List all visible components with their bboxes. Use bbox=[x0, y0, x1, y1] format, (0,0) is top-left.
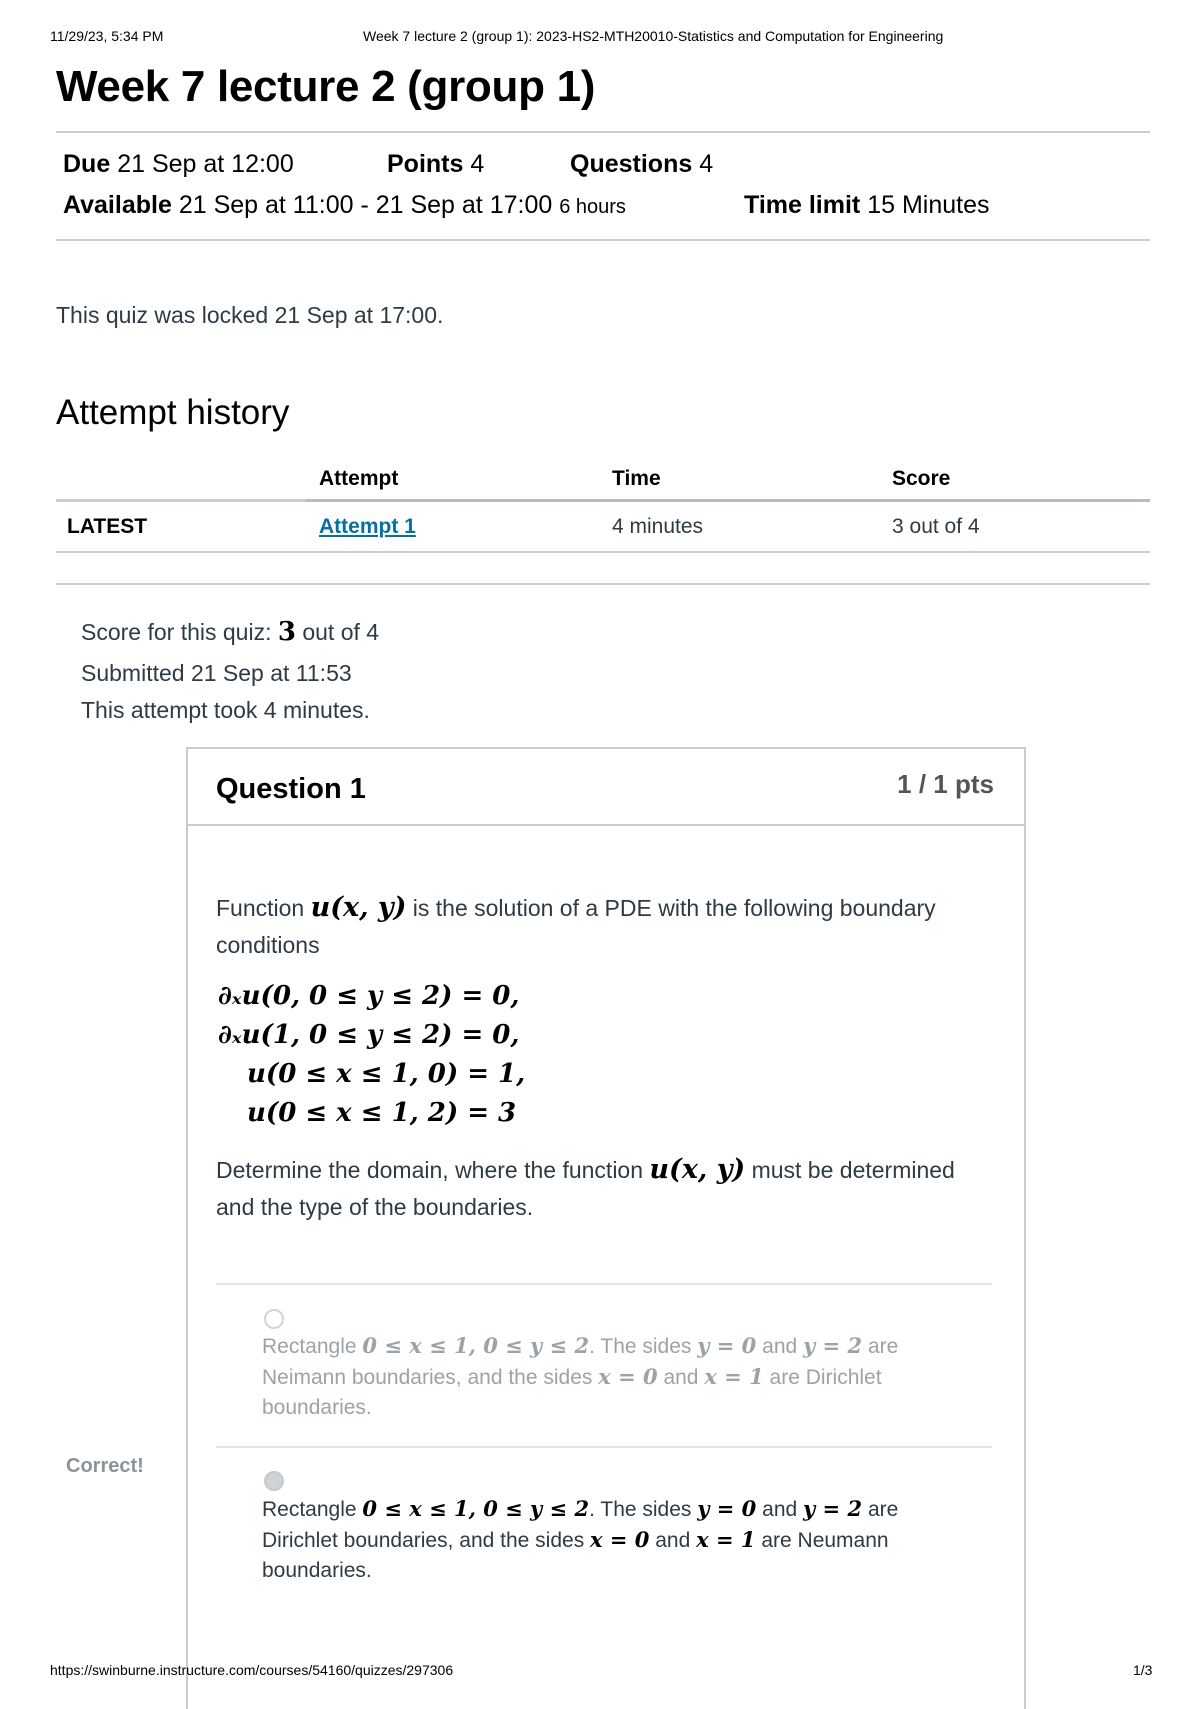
attempt-time: 4 minutes bbox=[612, 515, 704, 538]
column-header-attempt: Attempt bbox=[319, 467, 399, 490]
intro-prefix: Function bbox=[216, 895, 305, 921]
answer-math: x = 1 bbox=[704, 1364, 764, 1389]
time-limit-label: Time limit bbox=[744, 191, 861, 219]
answer-math: 0 ≤ x ≤ 1, 0 ≤ y ≤ 2 bbox=[362, 1496, 590, 1521]
questions-value: 4 bbox=[699, 150, 714, 178]
equation-1: ∂ₓu(0, 0 ≤ y ≤ 2) = 0, bbox=[218, 981, 520, 1011]
answer-text-part: are Neumann bbox=[761, 1529, 889, 1552]
available-detail bbox=[63, 191, 626, 220]
answer-text-part: Rectangle bbox=[262, 1335, 357, 1358]
column-header-time: Time bbox=[612, 467, 661, 490]
answer-math: y = 2 bbox=[803, 1333, 863, 1358]
answer-text-part: and bbox=[762, 1335, 798, 1358]
question-title: Question 1 bbox=[216, 773, 366, 805]
answer-text-part: boundaries. bbox=[262, 1559, 372, 1582]
column-header-score: Score bbox=[892, 467, 951, 490]
due-label: Due bbox=[63, 150, 111, 178]
attempt-1-link[interactable]: Attempt 1 bbox=[319, 515, 416, 538]
print-header bbox=[0, 28, 1200, 48]
answer-text-part: boundaries. bbox=[262, 1396, 372, 1419]
answer-text-part: and bbox=[762, 1498, 798, 1521]
attempt-history-heading: Attempt history bbox=[56, 393, 290, 432]
time-limit-value: 15 Minutes bbox=[867, 191, 990, 219]
points-detail bbox=[387, 150, 484, 179]
question-prompt bbox=[216, 1151, 955, 1226]
table-row-divider bbox=[56, 551, 1150, 553]
correct-answer-label: Correct! bbox=[66, 1455, 144, 1477]
prompt-math: u(x, y) bbox=[649, 1154, 746, 1185]
prompt-line2: and the type of the boundaries. bbox=[216, 1194, 534, 1220]
answer-math: y = 2 bbox=[803, 1496, 863, 1521]
answer-1-radio[interactable] bbox=[264, 1309, 284, 1329]
answer-text-part: . The sides bbox=[589, 1335, 692, 1358]
score-value: 3 bbox=[277, 617, 296, 647]
available-value: 21 Sep at 11:00 - 21 Sep at 17:00 bbox=[178, 191, 553, 219]
questions-label: Questions bbox=[570, 150, 693, 178]
answer-math: y = 0 bbox=[697, 1496, 757, 1521]
equation-4: u(0 ≤ x ≤ 1, 2) = 3 bbox=[247, 1098, 517, 1128]
attempt-duration-text: This attempt took 4 minutes. bbox=[81, 697, 370, 723]
points-label: Points bbox=[387, 150, 464, 178]
answer-math: x = 0 bbox=[590, 1527, 650, 1552]
question-card bbox=[186, 747, 1026, 1709]
answer-2-text bbox=[262, 1494, 962, 1586]
quiz-details-row-1 bbox=[63, 150, 294, 179]
answer-math: 0 ≤ x ≤ 1, 0 ≤ y ≤ 2 bbox=[362, 1333, 590, 1358]
intro-math: u(x, y) bbox=[310, 892, 407, 923]
time-limit-detail bbox=[744, 191, 990, 220]
answer-text-part: . The sides bbox=[589, 1498, 692, 1521]
answer-text-part: Dirichlet boundaries, and the sides bbox=[262, 1529, 585, 1552]
score-prefix: Score for this quiz: bbox=[81, 619, 272, 645]
divider bbox=[56, 583, 1150, 585]
answer-math: x = 0 bbox=[598, 1364, 658, 1389]
prompt-prefix: Determine the domain, where the function bbox=[216, 1157, 644, 1183]
intro-line2: conditions bbox=[216, 932, 320, 958]
due-detail bbox=[63, 150, 294, 178]
divider bbox=[56, 131, 1150, 133]
answer-divider bbox=[216, 1446, 992, 1448]
prompt-suffix: must be determined bbox=[751, 1157, 955, 1183]
answer-text-part: are Dirichlet bbox=[769, 1366, 882, 1389]
question-intro bbox=[216, 889, 936, 964]
answer-text-part: and bbox=[655, 1529, 691, 1552]
locked-message: This quiz was locked 21 Sep at 17:00. bbox=[56, 302, 444, 328]
intro-suffix: is the solution of a PDE with the following boundary bbox=[412, 895, 936, 921]
print-document-title: Week 7 lecture 2 (group 1): 2023-HS2-MTH20010-Statistics and Computation for Engineering bbox=[363, 28, 944, 44]
table-header-divider-accent bbox=[306, 499, 1150, 502]
latest-tag: LATEST bbox=[67, 515, 148, 538]
answer-text-part: Neimann boundaries, and the sides bbox=[262, 1366, 593, 1389]
points-value: 4 bbox=[470, 150, 485, 178]
page-number: 1/3 bbox=[1133, 1662, 1153, 1678]
print-url: https://swinburne.instructure.com/courses/54160/quizzes/297306 bbox=[50, 1662, 454, 1678]
page-title: Week 7 lecture 2 (group 1) bbox=[56, 62, 596, 111]
quiz-score-summary bbox=[81, 617, 379, 647]
equation-3: u(0 ≤ x ≤ 1, 0) = 1, bbox=[247, 1059, 526, 1089]
questions-detail bbox=[570, 150, 713, 179]
answer-math: y = 0 bbox=[697, 1333, 757, 1358]
answer-1-text bbox=[262, 1331, 962, 1423]
answer-text-part: are bbox=[867, 1335, 899, 1358]
answer-divider bbox=[216, 1283, 992, 1285]
question-points: 1 / 1 pts bbox=[897, 769, 994, 799]
available-label: Available bbox=[63, 191, 172, 219]
due-value: 21 Sep at 12:00 bbox=[117, 150, 294, 178]
available-duration: 6 hours bbox=[559, 196, 626, 218]
answer-text-part: and bbox=[663, 1366, 699, 1389]
answer-text-part: Rectangle bbox=[262, 1498, 357, 1521]
divider bbox=[56, 239, 1150, 241]
answer-text-part: are bbox=[867, 1498, 899, 1521]
attempt-score: 3 out of 4 bbox=[892, 515, 980, 538]
equation-2: ∂ₓu(1, 0 ≤ y ≤ 2) = 0, bbox=[218, 1020, 520, 1050]
answer-2-radio[interactable] bbox=[264, 1471, 284, 1491]
submitted-text: Submitted 21 Sep at 11:53 bbox=[81, 660, 352, 686]
print-timestamp: 11/29/23, 5:34 PM bbox=[50, 28, 164, 44]
question-header bbox=[188, 749, 1024, 826]
score-suffix: out of 4 bbox=[302, 619, 380, 645]
answer-math: x = 1 bbox=[696, 1527, 756, 1552]
